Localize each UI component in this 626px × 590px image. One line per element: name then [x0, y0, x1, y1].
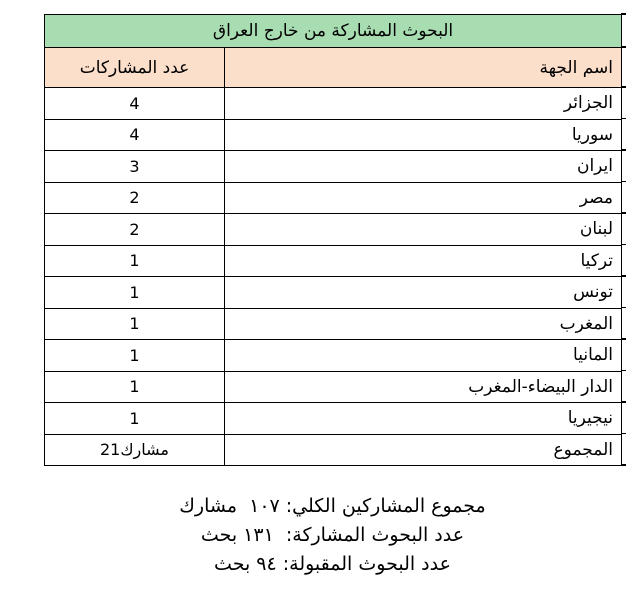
- column-header-entity: اسم الجهة: [225, 48, 622, 88]
- table-row: [45, 151, 622, 183]
- participation-table: [44, 14, 622, 466]
- count-cell: 2: [45, 182, 225, 214]
- table-row: [45, 182, 622, 214]
- count-cell: 4: [45, 119, 225, 151]
- entity-cell: تركيا: [225, 245, 622, 277]
- count-cell: 4: [45, 88, 225, 120]
- table-row: [45, 371, 622, 403]
- table-row: [45, 245, 622, 277]
- header-row: [45, 48, 622, 88]
- count-cell: 1: [45, 340, 225, 372]
- summary-block: [44, 492, 621, 579]
- table-body: [45, 88, 622, 466]
- table-row: [45, 88, 622, 120]
- count-cell: 1: [45, 308, 225, 340]
- title-row: [45, 15, 622, 48]
- count-cell: 1: [45, 277, 225, 309]
- table-row: [45, 277, 622, 309]
- count-cell: 1: [45, 403, 225, 435]
- table-row: [45, 308, 622, 340]
- table-row: [45, 403, 622, 435]
- entity-cell: لبنان: [225, 214, 622, 246]
- entity-cell: الجزائر: [225, 88, 622, 120]
- entity-cell: تونس: [225, 277, 622, 309]
- count-cell: 3: [45, 151, 225, 183]
- count-cell: 2: [45, 214, 225, 246]
- count-cell: 1: [45, 245, 225, 277]
- entity-cell: سوريا: [225, 119, 622, 151]
- column-header-count: عدد المشاركات: [45, 48, 225, 88]
- table-row: [45, 214, 622, 246]
- total-value-cell: مشارك21: [45, 434, 225, 466]
- table-row: [45, 340, 622, 372]
- summary-submitted-research: عدد البحوث المشاركة: ١٣١ بحث: [200, 524, 465, 546]
- entity-cell: الدار البيضاء-المغرب: [225, 371, 622, 403]
- table-row: [45, 119, 622, 151]
- summary-total-participants: مجموع المشاركين الكلي: ١٠٧ مشارك: [179, 495, 486, 517]
- entity-cell: مصر: [225, 182, 622, 214]
- summary-accepted-research: عدد البحوث المقبولة: ٩٤ بحث: [214, 553, 451, 575]
- entity-cell: ايران: [225, 151, 622, 183]
- count-cell: 1: [45, 371, 225, 403]
- entity-cell: المانيا: [225, 340, 622, 372]
- entity-cell: المغرب: [225, 308, 622, 340]
- table-title: البحوث المشاركة من خارج العراق: [45, 15, 622, 48]
- total-label-cell: المجموع: [225, 434, 622, 466]
- total-row: [45, 434, 622, 466]
- entity-cell: نيجيريا: [225, 403, 622, 435]
